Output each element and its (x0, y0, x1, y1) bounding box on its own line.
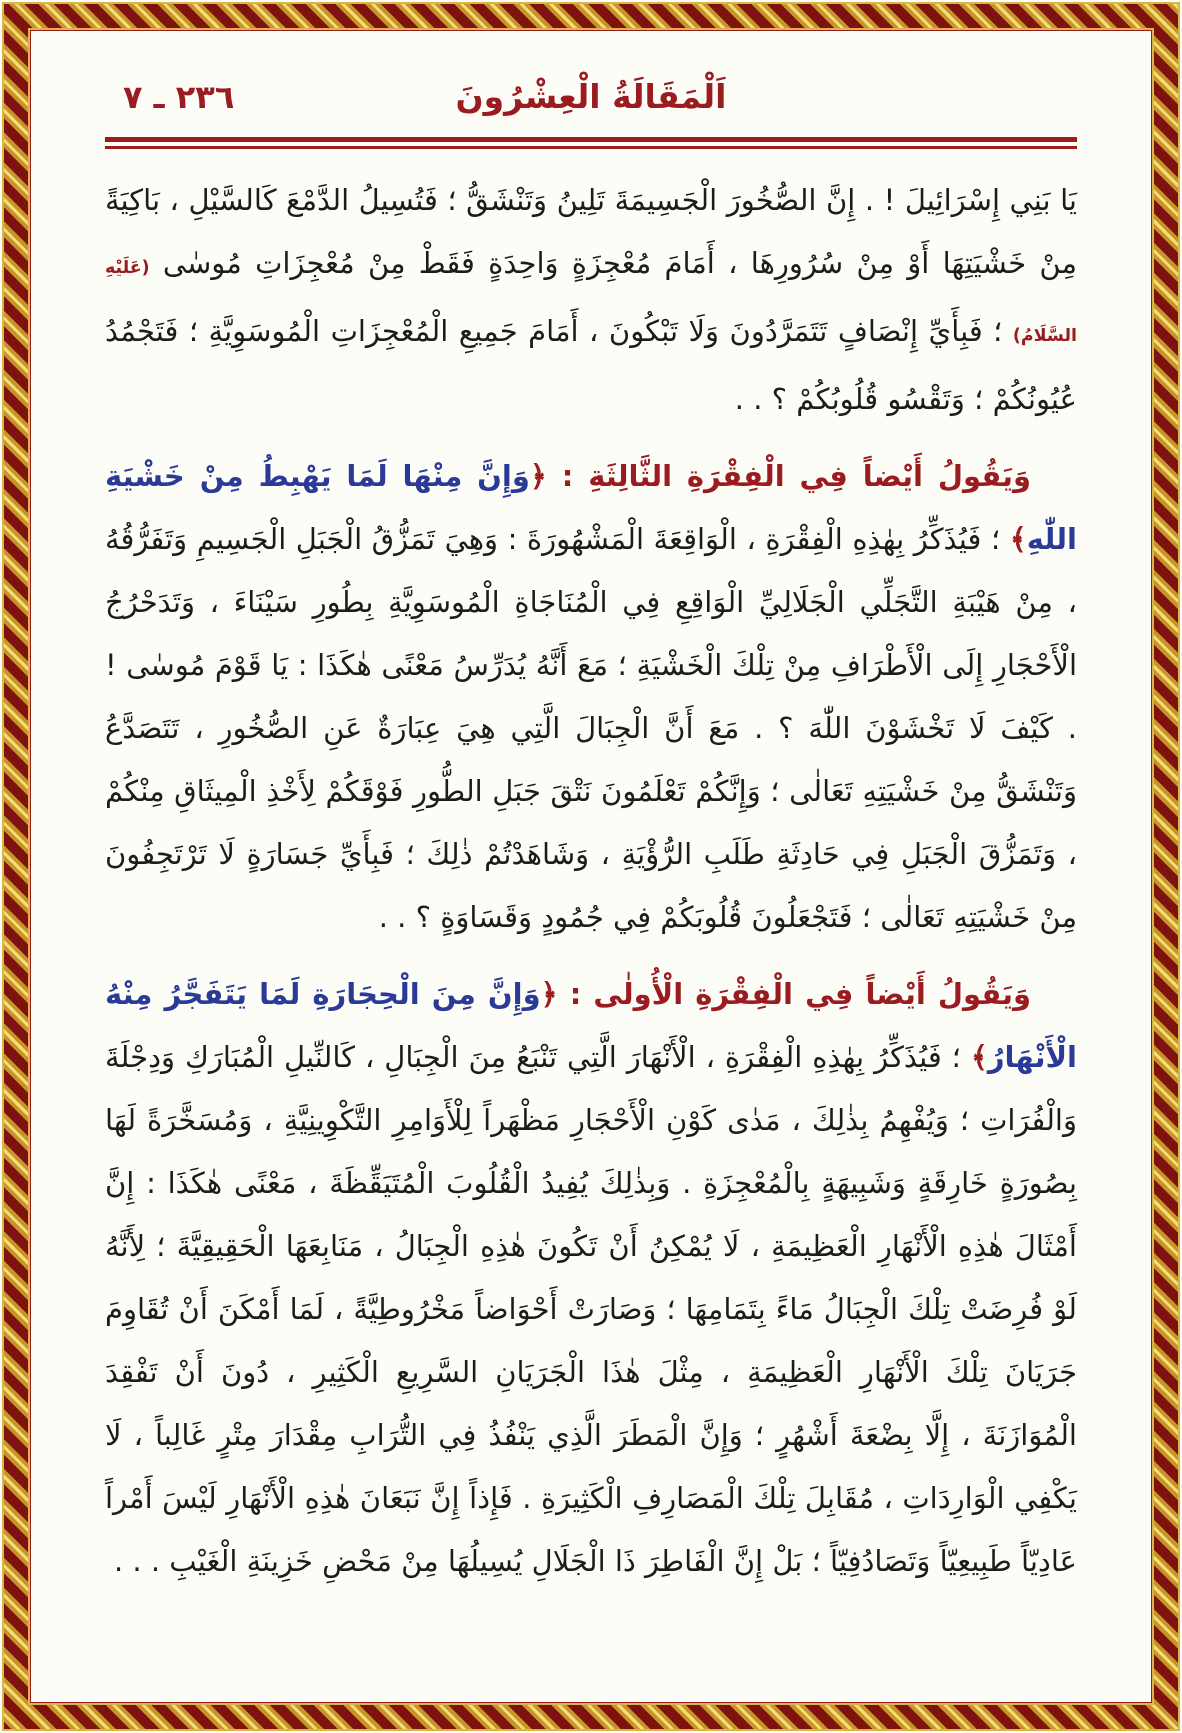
page-title: اَلْمَقَالَةُ الْعِشْرُونَ (455, 77, 727, 116)
divider-thick-rule (105, 137, 1077, 142)
paragraph-first-clause (105, 963, 1077, 1593)
verse-open-bracket: ﴿ (529, 458, 547, 493)
frame-inner-gold-line (28, 28, 1154, 1705)
page-number: ٢٣٦ ـ ٧ (123, 78, 235, 116)
body-text-segment: ؛ فَبِأَيِّ إِنْصَافٍ تَتَمَرَّدُونَ وَلَا تَبْكُونَ ، أَمَامَ جَمِيعِ الْمُعْجِزَاتِ الْمُوسَوِيَّةِ ؛ فَتَجْمُدُ عُيُونُكُمْ ؛ وَتَقْسُو قُلُوبُكُمْ ؟ . . (105, 313, 1077, 416)
paragraph-israel-address (105, 169, 1077, 431)
divider-thin-rule (105, 146, 1077, 149)
verse-close-bracket: ﴾ (970, 1039, 988, 1074)
ornamental-braided-border (4, 4, 1178, 1729)
section-lead-text: وَيَقُولُ أَيْضاً فِي الْفِقْرَةِ الثَّالِثَةِ : (546, 458, 1031, 493)
paragraph-third-clause (105, 445, 1077, 949)
frame-outer-gold-line (2, 2, 1180, 1731)
quran-verse-text: وَإِنَّ مِنَ الْحِجَارَةِ لَمَا يَتَفَجَّرُ مِنْهُ الْأَنْهَارُ (105, 976, 1077, 1074)
body-text-segment: ؛ فَيُذَكِّرُ بِهٰذِهِ الْفِقْرَةِ ، الْوَاقِعَةَ الْمَشْهُورَةَ : وَهِيَ تَمَزُّقُ الْجَبَلِ الْجَسِيمِ وَتَفَرُّقُهُ ، مِنْ هَيْبَةِ التَّجَلِّي الْجَلَالِيِّ الْوَاقِعِ فِي الْمُنَاجَاةِ الْمُوسَوِيَّةِ بِطُورِ سَيْنَاءَ ، وَتَدَحْرُجُ الْأَحْجَارِ إِلَى الْأَطْرَافِ مِنْ تِلْكَ الْخَشْيَةِ ؛ مَعَ أَنَّهُ يُدَرِّسُ مَعْنًى هٰكَذَا : يَا قَوْمَ مُوسٰى ! . كَيْفَ لَا تَخْشَوْنَ اللّٰهَ ؟ . مَعَ أَنَّ الْجِبَالَ الَّتِي هِيَ عِبَارَةٌ عَنِ الصُّخُورِ ، تَتَصَدَّعُ وَتَنْشَقُّ مِنْ خَشْيَتِهِ تَعَالٰى ؛ وَإِنَّكُمْ تَعْلَمُونَ نَتْقَ جَبَلِ الطُّورِ فَوْقَكُمْ لِأَخْذِ الْمِيثَاقِ مِنْكُمْ ، وَتَمَزُّقَ الْجَبَلِ فِي حَادِثَةِ طَلَبِ الرُّؤْيَةِ ، وَشَاهَدْتُمْ ذٰلِكَ ؛ فَبِأَيِّ جَسَارَةٍ لَا تَرْتَجِفُونَ مِنْ خَشْيَتِهِ تَعَالٰى ؛ فَتَجْعَلُونَ قُلُوبَكُمْ فِي جُمُودٍ وَقَسَاوَةٍ ؟ . . (105, 521, 1077, 934)
alayhis-salam-seal: (عَلَيْهِ السَّلَامُ) (105, 257, 1077, 346)
verse-open-bracket: ﴿ (540, 976, 558, 1011)
page-content (31, 31, 1151, 1702)
body-text (105, 169, 1077, 1593)
section-lead-text: وَيَقُولُ أَيْضاً فِي الْفِقْرَةِ الْأُولٰى : (557, 976, 1031, 1011)
body-text-segment: ؛ فَيُذَكِّرُ بِهٰذِهِ الْفِقْرَةِ ، الْأَنْهَارَ الَّتِي تَنْبَعُ مِنَ الْجِبَالِ ، كَالنِّيلِ الْمُبَارَكِ وَدِجْلَةَ وَالْفُرَاتِ ؛ وَيُفْهِمُ بِذٰلِكَ ، مَدٰى كَوْنِ الْأَحْجَارِ مَظْهَراً لِلْأَوَامِرِ التَّكْوِينِيَّةِ ، وَمُسَخَّرَةً لَهَا بِصُورَةٍ خَارِقَةٍ وَشَبِيهَةٍ بِالْمُعْجِزَةِ . وَبِذٰلِكَ يُفِيدُ الْقُلُوبَ الْمُتَيَقِّظَةَ ، مَعْنًى هٰكَذَا : إِنَّ أَمْثَالَ هٰذِهِ الْأَنْهَارِ الْعَظِيمَةِ ، لَا يُمْكِنُ أَنْ تَكُونَ هٰذِهِ الْجِبَالُ ، مَنَابِعَهَا الْحَقِيقِيَّةَ ؛ لِأَنَّهُ لَوْ فُرِضَتْ تِلْكَ الْجِبَالُ مَاءً بِتَمَامِهَا ؛ وَصَارَتْ أَحْوَاضاً مَخْرُوطِيَّةً ، لَمَا أَمْكَنَ أَنْ تُقَاوِمَ جَرَيَانَ تِلْكَ الْأَنْهَارِ الْعَظِيمَةِ ، مِثْلَ هٰذَا الْجَرَيَانِ السَّرِيعِ الْكَثِيرِ ، دُونَ أَنْ تَفْقِدَ الْمُوَازَنَةَ ، إِلَّا بِضْعَةَ أَشْهُرٍ ؛ وَإِنَّ الْمَطَرَ الَّذِي يَنْفُذُ فِي التُّرَابِ مِقْدَارَ مِتْرٍ غَالِباً ، لَا يَكْفِي الْوَارِدَاتِ ، مُقَابِلَ تِلْكَ الْمَصَارِفِ الْكَثِيرَةِ . فَإِذاً إِنَّ نَبَعَانَ هٰذِهِ الْأَنْهَارِ لَيْسَ أَمْراً عَادِيّاً طَبِيعِيّاً وَتَصَادُفِيّاً ؛ بَلْ إِنَّ الْفَاطِرَ ذَا الْجَلَالِ يُسِيلُهَا مِنْ مَحْضِ خَزِينَةِ الْغَيْبِ . . . (105, 1039, 1077, 1578)
frame-inner-maroon-line (30, 30, 1152, 1703)
header-divider (105, 137, 1077, 149)
page-header (77, 71, 1105, 123)
quran-verse-text: وَإِنَّ مِنْهَا لَمَا يَهْبِطُ مِنْ خَشْيَةِ اللّٰهِ (105, 458, 1077, 556)
verse-close-bracket: ﴾ (1009, 521, 1027, 556)
body-text-segment: يَا بَنِي إِسْرَائِيلَ ! . إِنَّ الصُّخُورَ الْجَسِيمَةَ تَلِينُ وَتَنْشَقُّ ؛ فَتُسِيلُ الدَّمْعَ كَالسَّيْلِ ، بَاكِيَةً مِنْ خَشْيَتِهَا أَوْ مِنْ سُرُورِهَا ، أَمَامَ مُعْجِزَةٍ وَاحِدَةٍ فَقَطْ مِنْ مُعْجِزَاتِ مُوسٰى (105, 182, 1077, 280)
